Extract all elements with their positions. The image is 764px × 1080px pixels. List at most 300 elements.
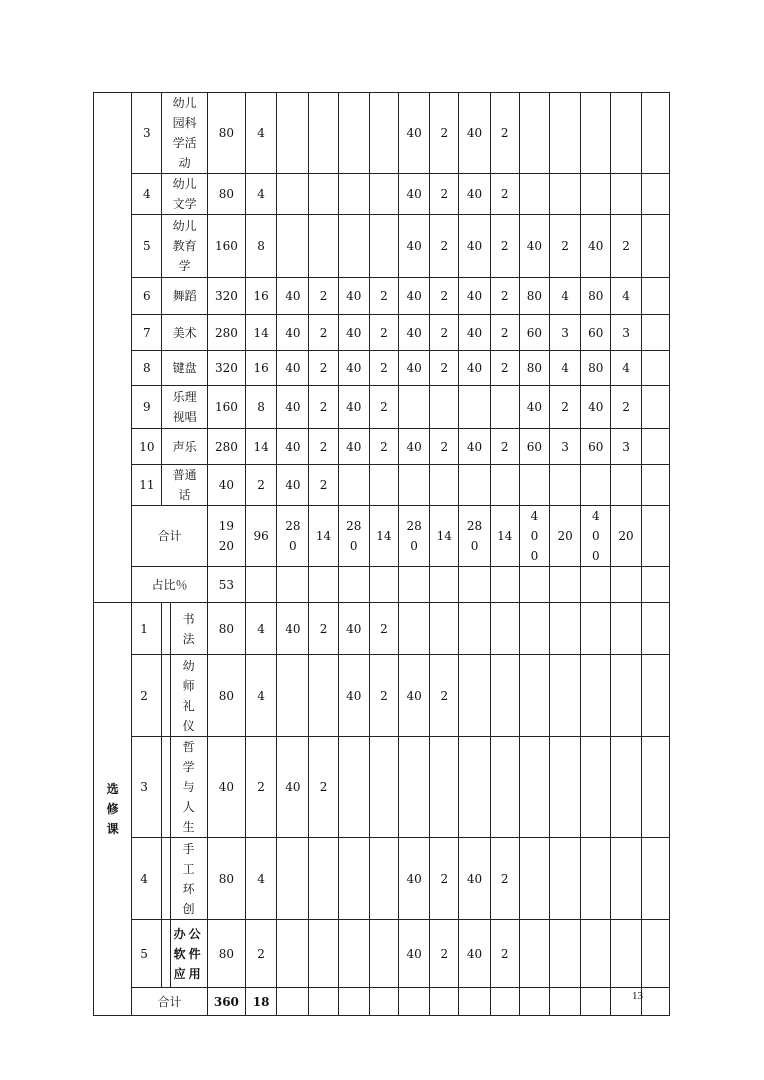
term-credits — [611, 174, 641, 215]
empty-cell — [277, 567, 309, 603]
term-credits — [550, 920, 581, 988]
course-name: 书法 — [170, 603, 207, 655]
term-credits — [430, 737, 459, 838]
course-name: 乐理视唱 — [162, 386, 207, 429]
term-hours: 40 — [277, 386, 309, 429]
term-hours — [459, 655, 490, 737]
term-hours: 400 — [581, 506, 611, 567]
remark-cell — [641, 655, 669, 737]
term-hours: 60 — [581, 315, 611, 351]
term-credits — [369, 838, 398, 920]
term-credits — [611, 655, 641, 737]
total-credits: 4 — [246, 93, 277, 174]
remark-cell — [641, 174, 669, 215]
term-hours: 40 — [459, 215, 490, 278]
term-credits — [550, 655, 581, 737]
course-name: 键盘 — [162, 351, 207, 386]
term-hours: 40 — [277, 429, 309, 465]
term-hours — [338, 920, 369, 988]
term-hours: 40 — [338, 386, 369, 429]
group-cell-required — [94, 93, 132, 603]
term-hours: 280 — [277, 506, 309, 567]
row-number: 10 — [132, 429, 162, 465]
empty-cell — [309, 988, 338, 1016]
row-number: 1 — [132, 603, 162, 655]
required-total-row — [94, 506, 670, 567]
course-name: 美术 — [162, 315, 207, 351]
term-credits — [309, 174, 338, 215]
total-credits: 2 — [246, 920, 277, 988]
group-cell-elective: 选修课 — [94, 603, 132, 1016]
term-hours — [338, 838, 369, 920]
empty-cell — [581, 988, 611, 1016]
term-credits: 2 — [430, 655, 459, 737]
term-credits: 2 — [309, 737, 338, 838]
term-credits: 2 — [490, 93, 519, 174]
course-name: 办公软件应用 — [170, 920, 207, 988]
remark-cell — [641, 278, 669, 315]
term-credits: 2 — [490, 351, 519, 386]
term-hours — [338, 465, 369, 506]
remark-cell — [641, 215, 669, 278]
term-credits: 2 — [490, 278, 519, 315]
term-credits — [369, 93, 398, 174]
table-row — [94, 351, 670, 386]
table-row — [94, 465, 670, 506]
remark-cell — [641, 315, 669, 351]
term-credits: 2 — [369, 278, 398, 315]
remark-cell — [641, 603, 669, 655]
term-credits: 2 — [309, 429, 338, 465]
term-credits: 2 — [430, 838, 459, 920]
spacer-cell — [162, 655, 170, 737]
term-credits: 2 — [611, 386, 641, 429]
row-number: 5 — [132, 215, 162, 278]
term-credits: 14 — [309, 506, 338, 567]
term-credits — [490, 655, 519, 737]
row-number: 6 — [132, 278, 162, 315]
term-credits — [490, 737, 519, 838]
term-hours: 40 — [277, 351, 309, 386]
total-label: 合计 — [132, 506, 208, 567]
term-hours — [581, 603, 611, 655]
term-hours — [399, 386, 430, 429]
term-hours — [519, 93, 549, 174]
term-hours — [277, 655, 309, 737]
term-hours — [519, 838, 549, 920]
term-credits: 4 — [611, 351, 641, 386]
term-credits — [550, 737, 581, 838]
term-hours — [519, 174, 549, 215]
term-credits — [309, 93, 338, 174]
required-ratio-row — [94, 567, 670, 603]
course-name: 幼儿教育学 — [162, 215, 207, 278]
term-hours: 40 — [277, 603, 309, 655]
row-number: 7 — [132, 315, 162, 351]
term-credits — [550, 174, 581, 215]
total-credits: 16 — [246, 351, 277, 386]
term-hours: 40 — [459, 838, 490, 920]
term-hours — [459, 386, 490, 429]
empty-cell — [611, 567, 641, 603]
term-credits: 3 — [550, 315, 581, 351]
term-hours: 40 — [459, 93, 490, 174]
ratio-label: 占比％ — [132, 567, 208, 603]
total-credits: 4 — [246, 603, 277, 655]
remark-cell — [641, 506, 669, 567]
term-hours: 280 — [338, 506, 369, 567]
remark-cell — [641, 737, 669, 838]
empty-cell — [430, 988, 459, 1016]
term-hours: 400 — [519, 506, 549, 567]
term-credits — [490, 386, 519, 429]
term-hours — [519, 920, 549, 988]
remark-cell — [641, 567, 669, 603]
term-hours: 40 — [519, 215, 549, 278]
term-hours: 40 — [581, 386, 611, 429]
term-hours: 60 — [519, 429, 549, 465]
term-credits: 2 — [490, 838, 519, 920]
term-credits — [611, 920, 641, 988]
term-hours: 60 — [581, 429, 611, 465]
term-hours — [338, 215, 369, 278]
spacer-cell — [162, 920, 170, 988]
ratio-value: 53 — [207, 567, 245, 603]
term-credits: 2 — [309, 465, 338, 506]
term-credits: 2 — [309, 351, 338, 386]
term-hours: 280 — [399, 506, 430, 567]
term-hours — [581, 465, 611, 506]
term-credits: 2 — [309, 315, 338, 351]
total-credits: 4 — [246, 174, 277, 215]
term-credits: 2 — [430, 215, 459, 278]
term-hours: 40 — [459, 174, 490, 215]
term-credits: 2 — [369, 603, 398, 655]
empty-cell — [550, 567, 581, 603]
term-credits: 2 — [611, 215, 641, 278]
term-hours: 40 — [277, 737, 309, 838]
remark-cell — [641, 93, 669, 174]
term-hours — [399, 465, 430, 506]
table-body — [94, 93, 670, 1016]
total-hours: 80 — [207, 838, 245, 920]
total-credits: 18 — [246, 988, 277, 1016]
empty-cell — [338, 988, 369, 1016]
total-hours: 320 — [207, 278, 245, 315]
term-credits — [369, 737, 398, 838]
term-hours — [519, 655, 549, 737]
term-credits — [611, 838, 641, 920]
empty-cell — [309, 567, 338, 603]
row-number: 8 — [132, 351, 162, 386]
remark-cell — [641, 838, 669, 920]
term-credits: 4 — [550, 278, 581, 315]
term-credits — [490, 603, 519, 655]
term-credits: 2 — [430, 278, 459, 315]
empty-cell — [369, 567, 398, 603]
term-hours: 80 — [519, 278, 549, 315]
term-credits — [309, 838, 338, 920]
term-credits: 2 — [369, 655, 398, 737]
term-hours: 40 — [459, 315, 490, 351]
term-credits: 2 — [490, 920, 519, 988]
total-hours: 40 — [207, 737, 245, 838]
table-row — [94, 429, 670, 465]
spacer-cell — [162, 603, 170, 655]
term-credits: 3 — [550, 429, 581, 465]
term-credits: 2 — [550, 215, 581, 278]
term-credits: 2 — [309, 278, 338, 315]
page-number: 13 — [632, 990, 643, 1002]
total-hours: 360 — [207, 988, 245, 1016]
term-credits: 2 — [430, 429, 459, 465]
term-hours — [277, 838, 309, 920]
term-credits: 14 — [490, 506, 519, 567]
course-name: 舞蹈 — [162, 278, 207, 315]
empty-cell — [519, 988, 549, 1016]
term-credits: 2 — [369, 386, 398, 429]
course-name: 哲学与人生 — [170, 737, 207, 838]
term-credits: 2 — [490, 215, 519, 278]
spacer-cell — [162, 838, 170, 920]
term-credits — [369, 215, 398, 278]
course-name: 幼师礼仪 — [170, 655, 207, 737]
row-number: 2 — [132, 655, 162, 737]
empty-cell — [490, 567, 519, 603]
term-hours: 40 — [581, 215, 611, 278]
empty-cell — [246, 567, 277, 603]
empty-cell — [550, 988, 581, 1016]
total-credits: 8 — [246, 215, 277, 278]
term-hours: 40 — [277, 465, 309, 506]
term-credits: 2 — [430, 93, 459, 174]
remark-cell — [641, 465, 669, 506]
term-credits: 2 — [430, 920, 459, 988]
table-row — [94, 655, 670, 737]
term-credits — [430, 465, 459, 506]
row-number: 3 — [132, 93, 162, 174]
term-credits: 2 — [490, 315, 519, 351]
term-credits — [611, 603, 641, 655]
term-hours: 40 — [459, 920, 490, 988]
empty-cell — [490, 988, 519, 1016]
term-hours: 40 — [338, 315, 369, 351]
term-hours: 40 — [338, 351, 369, 386]
term-hours — [459, 603, 490, 655]
total-hours: 160 — [207, 215, 245, 278]
remark-cell — [641, 351, 669, 386]
row-number: 11 — [132, 465, 162, 506]
term-hours: 280 — [459, 506, 490, 567]
empty-cell — [459, 988, 490, 1016]
term-hours: 40 — [277, 315, 309, 351]
term-credits — [550, 93, 581, 174]
term-hours: 40 — [277, 278, 309, 315]
row-number: 9 — [132, 386, 162, 429]
total-hours: 1920 — [207, 506, 245, 567]
total-credits: 96 — [246, 506, 277, 567]
term-credits — [369, 465, 398, 506]
course-name: 手工环创 — [170, 838, 207, 920]
total-credits: 4 — [246, 838, 277, 920]
total-label: 合计 — [132, 988, 208, 1016]
term-hours: 80 — [581, 351, 611, 386]
term-credits — [550, 603, 581, 655]
term-credits: 2 — [309, 603, 338, 655]
remark-cell — [641, 988, 669, 1016]
term-hours — [519, 465, 549, 506]
empty-cell — [581, 567, 611, 603]
term-hours — [399, 603, 430, 655]
row-number: 5 — [132, 920, 162, 988]
table-row — [94, 838, 670, 920]
remark-cell — [641, 920, 669, 988]
table-row — [94, 315, 670, 351]
total-credits: 2 — [246, 737, 277, 838]
term-credits: 2 — [490, 429, 519, 465]
term-hours: 40 — [399, 655, 430, 737]
term-credits — [550, 465, 581, 506]
term-hours: 40 — [399, 838, 430, 920]
term-hours — [581, 174, 611, 215]
term-credits: 14 — [369, 506, 398, 567]
total-hours: 40 — [207, 465, 245, 506]
term-credits — [369, 920, 398, 988]
term-hours: 80 — [581, 278, 611, 315]
term-hours — [459, 465, 490, 506]
term-hours — [581, 655, 611, 737]
term-hours — [277, 174, 309, 215]
table-row — [94, 174, 670, 215]
remark-cell — [641, 386, 669, 429]
course-name: 幼儿文学 — [162, 174, 207, 215]
term-hours — [277, 93, 309, 174]
table-row — [94, 215, 670, 278]
term-hours — [459, 737, 490, 838]
term-hours: 40 — [399, 315, 430, 351]
term-hours: 40 — [338, 278, 369, 315]
term-credits: 2 — [550, 386, 581, 429]
row-number: 4 — [132, 838, 162, 920]
total-hours: 280 — [207, 429, 245, 465]
term-credits: 2 — [430, 174, 459, 215]
term-hours — [581, 838, 611, 920]
term-hours: 80 — [519, 351, 549, 386]
empty-cell — [277, 988, 309, 1016]
term-hours: 40 — [399, 93, 430, 174]
term-credits — [611, 93, 641, 174]
total-credits: 4 — [246, 655, 277, 737]
term-hours — [399, 737, 430, 838]
term-credits: 3 — [611, 429, 641, 465]
term-credits: 2 — [490, 174, 519, 215]
table-row — [94, 93, 670, 174]
term-credits: 3 — [611, 315, 641, 351]
total-hours: 160 — [207, 386, 245, 429]
total-hours: 80 — [207, 920, 245, 988]
term-hours: 40 — [459, 429, 490, 465]
empty-cell — [430, 567, 459, 603]
row-number: 3 — [132, 737, 162, 838]
term-credits: 4 — [611, 278, 641, 315]
table-row — [94, 386, 670, 429]
term-hours — [338, 174, 369, 215]
table-row — [94, 278, 670, 315]
row-number: 4 — [132, 174, 162, 215]
term-hours: 40 — [399, 174, 430, 215]
term-credits — [369, 174, 398, 215]
empty-cell — [459, 567, 490, 603]
term-credits: 20 — [611, 506, 641, 567]
curriculum-table — [93, 92, 670, 1016]
empty-cell — [399, 988, 430, 1016]
term-credits — [309, 655, 338, 737]
term-credits: 2 — [369, 429, 398, 465]
course-name: 幼儿园科学活动 — [162, 93, 207, 174]
course-name: 普通话 — [162, 465, 207, 506]
term-credits — [430, 386, 459, 429]
table-row — [94, 920, 670, 988]
term-credits: 2 — [430, 351, 459, 386]
term-hours: 40 — [399, 215, 430, 278]
total-hours: 80 — [207, 655, 245, 737]
term-credits — [550, 838, 581, 920]
term-credits: 4 — [550, 351, 581, 386]
total-hours: 280 — [207, 315, 245, 351]
total-credits: 8 — [246, 386, 277, 429]
term-hours — [519, 603, 549, 655]
term-hours: 40 — [338, 429, 369, 465]
term-credits — [490, 465, 519, 506]
term-credits: 14 — [430, 506, 459, 567]
total-credits: 14 — [246, 315, 277, 351]
term-credits — [611, 465, 641, 506]
term-credits — [611, 737, 641, 838]
term-credits: 20 — [550, 506, 581, 567]
term-credits — [430, 603, 459, 655]
term-credits: 2 — [369, 351, 398, 386]
term-hours — [581, 93, 611, 174]
term-hours — [338, 737, 369, 838]
empty-cell — [369, 988, 398, 1016]
term-hours: 40 — [338, 655, 369, 737]
table-row — [94, 603, 670, 655]
term-credits — [309, 215, 338, 278]
term-hours: 60 — [519, 315, 549, 351]
total-credits: 16 — [246, 278, 277, 315]
term-hours: 40 — [459, 278, 490, 315]
term-hours — [519, 737, 549, 838]
term-hours: 40 — [399, 278, 430, 315]
term-hours: 40 — [399, 351, 430, 386]
term-credits: 2 — [309, 386, 338, 429]
elective-total-row — [94, 988, 670, 1016]
term-hours — [581, 920, 611, 988]
total-hours: 80 — [207, 603, 245, 655]
term-hours — [277, 215, 309, 278]
term-credits: 2 — [369, 315, 398, 351]
total-credits: 2 — [246, 465, 277, 506]
term-hours — [277, 920, 309, 988]
term-hours: 40 — [459, 351, 490, 386]
total-hours: 80 — [207, 174, 245, 215]
term-credits: 2 — [430, 315, 459, 351]
remark-cell — [641, 429, 669, 465]
table-row — [94, 737, 670, 838]
term-hours: 40 — [519, 386, 549, 429]
spacer-cell — [162, 737, 170, 838]
term-hours — [581, 737, 611, 838]
